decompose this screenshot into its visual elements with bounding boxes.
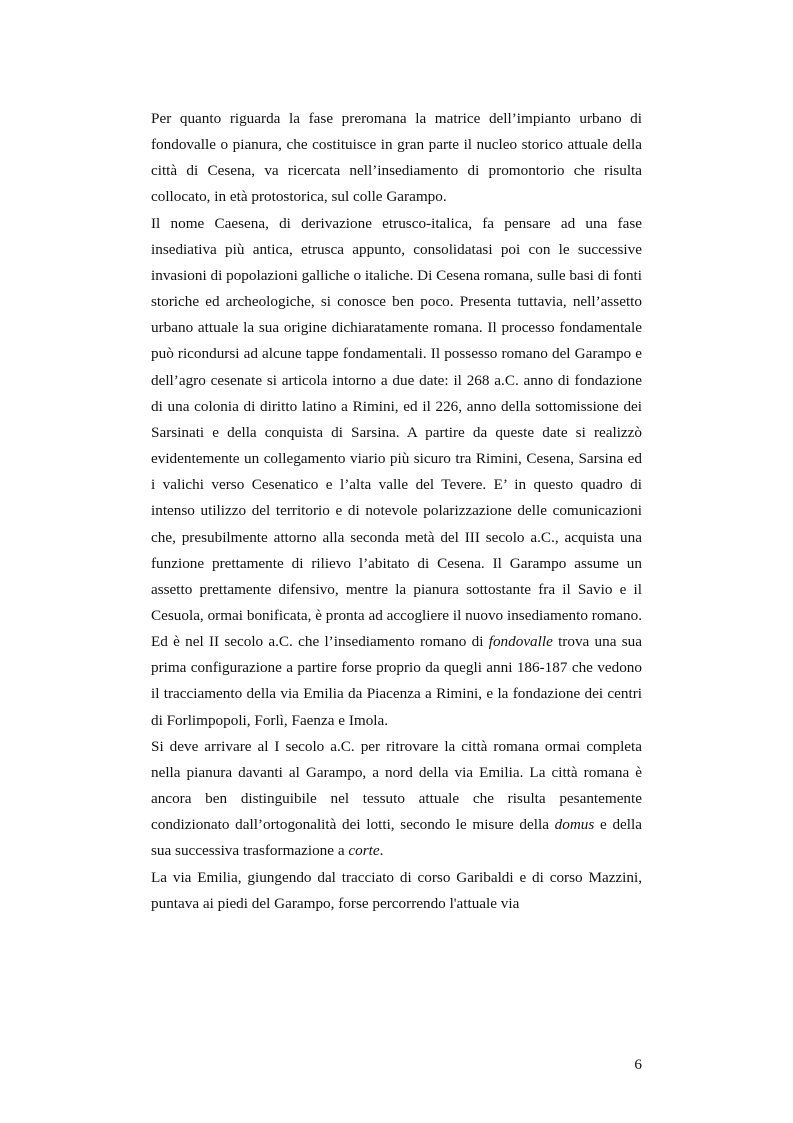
italic-term: domus bbox=[554, 816, 595, 834]
body-text bbox=[151, 106, 642, 917]
paragraph bbox=[151, 734, 642, 865]
text-run: . bbox=[379, 842, 384, 860]
text-run: La via Emilia, giungendo dal tracciato di corso Garibaldi e di corso Mazzini, puntava ai piedi del Garampo, forse percorrendo l'attuale via bbox=[151, 868, 642, 912]
italic-term: corte bbox=[348, 842, 380, 860]
text-run: e della sua successiva trasformazione a bbox=[151, 816, 642, 860]
paragraph bbox=[151, 865, 642, 917]
paragraph bbox=[151, 211, 642, 734]
text-run: Per quanto riguarda la fase preromana la matrice dell’impianto urbano di fondovalle o pianura, che costituisce in gran parte il nucleo storico attuale della città di Cesena, va ricercata nell’insediamento di promontorio che risulta collocato, in età protostorica, sul colle Garampo. bbox=[151, 110, 642, 206]
text-run: trova una sua prima configurazione a partire forse proprio da quegli anni 186-187 che vedono il tracciamento della via Emilia da Piacenza a Rimini, e la fondazione dei centri di Forlimpopoli, Forlì, Faenza e Imola. bbox=[151, 633, 642, 729]
page-number: 6 bbox=[634, 1056, 642, 1073]
text-run: Il nome Caesena, di derivazione etrusco-italica, fa pensare ad una fase insediativa più antica, etrusca appunto, consolidatasi poi con le successive invasioni di popolazioni galliche o italiche. Di Cesena romana, sulle basi di fonti storiche ed archeologiche, si conosce ben poco. Presenta tuttavia, nell’assetto urbano attuale la sua origine dichiaratamente romana. Il processo fondamentale può ricondursi ad alcune tappe fondamentali. Il possesso romano del Garampo e dell’agro cesenate si articola intorno a due date: il 268 a.C. anno di fondazione di una colonia di diritto latino a Rimini, ed il 226, anno della sottomissione dei Sarsinati e della conquista di Sarsina. A partire da queste date si realizzò evidentemente un collegamento viario più sicuro tra Rimini, Cesena, Sarsina ed i valichi verso Cesenatico e l’alta valle del Tevere. E’ in questo quadro di intenso utilizzo del territorio e di notevole polarizzazione delle comunicazioni che, presubilmente attorno alla seconda metà del III secolo a.C., acquista una funzione prettamente di rilievo l’abitato di Cesena. Il Garampo assume un assetto prettamente difensivo, mentre la pianura sottostante fra il Savio e il Cesuola, ormai bonificata, è pronta ad accogliere il nuovo insediamento romano. Ed è nel II secolo a.C. che l’insediamento romano di bbox=[151, 214, 642, 651]
italic-term: fondovalle bbox=[488, 633, 553, 651]
text-run: Si deve arrivare al I secolo a.C. per ritrovare la città romana ormai completa nella pianura davanti al Garampo, a nord della via Emilia. La città romana è ancora ben distinguibile nel tessuto attuale che risulta pesantemente condizionato dall’ortogonalità dei lotti, secondo le misure della bbox=[151, 737, 642, 834]
paragraph bbox=[151, 106, 642, 211]
